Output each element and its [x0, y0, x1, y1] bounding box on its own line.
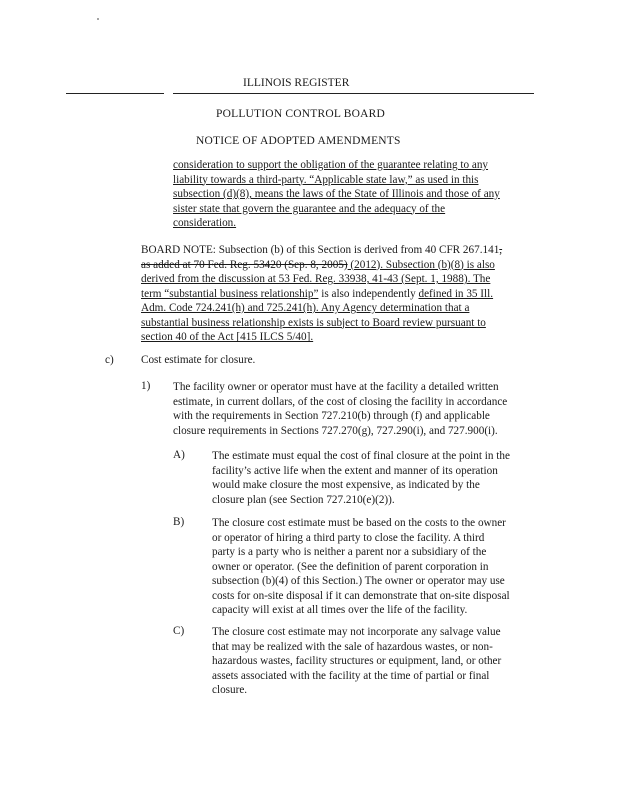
- board-note-line: Adm. Code 724.241(h) and 725.241(h). Any Agency determination that a: [141, 302, 470, 314]
- board-note: [141, 243, 502, 345]
- item-a-label: A): [173, 449, 185, 461]
- board-note-line: term “substantial business relationship” is also independently defined in 35 Ill.: [141, 287, 494, 300]
- item-a-line: would make closure the most expensive, as indicated by the: [212, 479, 480, 491]
- continuation-line: consideration to support the obligation of the guarantee relating to any: [173, 159, 489, 171]
- subsection-c-label: c): [105, 354, 114, 366]
- register-title: ILLINOIS REGISTER: [243, 77, 350, 89]
- scan-speck: [97, 18, 99, 20]
- item-c-text: [212, 625, 501, 698]
- item-c-line: that may be realized with the sale of hazardous wastes, or non-: [212, 640, 493, 653]
- item-b-text: [212, 516, 510, 618]
- item-a-line: closure plan (see Section 727.210(e)(2)).: [212, 493, 395, 506]
- item-a-line: The estimate must equal the cost of final closure at the point in the: [212, 450, 510, 462]
- board-note-line: substantial business relationship exists is subject to Board review pursuant to: [141, 316, 486, 329]
- item-c-label: C): [173, 625, 185, 637]
- item-a-line: facility’s active life when the extent and manner of its operation: [212, 464, 498, 477]
- header-rule-right: [173, 93, 534, 94]
- header-rule-left: [66, 93, 164, 94]
- board-note-line: derived from the discussion at 53 Fed. Reg. 33938, 41-43 (Sept. 1, 1988). The: [141, 273, 491, 285]
- board-note-line: as added at 70 Fed. Reg. 53420 (Sep. 8, 2005) (2012). Subsection (b)(8) is also: [141, 258, 495, 271]
- item-b-line: capacity will exist at all times over the life of the facility.: [212, 604, 468, 616]
- item-b-line: subsection (b)(4) of this Section.) The owner or operator may use: [212, 575, 505, 587]
- item-1-line: estimate, in current dollars, of the cost of closing the facility in accordance: [173, 395, 508, 408]
- item-1-line: The facility owner or operator must have at the facility a detailed written: [173, 381, 499, 393]
- item-1-label: 1): [141, 380, 151, 392]
- continuation-line: subsection (d)(8), means the laws of the State of Illinois and those of any: [173, 188, 500, 200]
- item-b-line: owner or operator. (See the definition of parent corporation in: [212, 560, 489, 573]
- item-1-line: closure requirements in Sections 727.270(g), 727.290(i), and 727.900(i).: [173, 424, 498, 437]
- item-1-line: with the requirements in Section 727.210(b) through (f) and applicable: [173, 410, 490, 422]
- board-note-line: section 40 of the Act [415 ILCS 5/40].: [141, 331, 314, 343]
- item-c-line: hazardous wastes, facility structures or equipment, land, or other: [212, 655, 502, 667]
- item-c-line: The closure cost estimate may not incorporate any salvage value: [212, 626, 501, 638]
- item-c-line: assets associated with the facility at the time of partial or final: [212, 669, 490, 682]
- item-b-line: party is a party who is neither a parent nor a subsidiary of the: [212, 546, 487, 558]
- item-b-line: The closure cost estimate must be based on the costs to the owner: [212, 517, 506, 529]
- continuation-line: consideration.: [173, 217, 237, 229]
- item-a-text: [212, 449, 510, 507]
- item-b-line: costs for on-site disposal if it can demonstrate that on-site disposal: [212, 589, 510, 602]
- continuation-line: liability towards a third-party. “Applicable state law,” as used in this: [173, 173, 479, 186]
- notice-title: NOTICE OF ADOPTED AMENDMENTS: [196, 135, 401, 147]
- subsection-c-title: Cost estimate for closure.: [141, 354, 256, 366]
- item-b-label: B): [173, 516, 185, 528]
- board-title: POLLUTION CONTROL BOARD: [216, 108, 386, 120]
- item-1-text: [173, 380, 507, 438]
- item-b-line: or operator of hiring a third party to close the facility. A third: [212, 531, 485, 544]
- board-note-line: BOARD NOTE: Subsection (b) of this Section is derived from 40 CFR 267.141,: [141, 244, 503, 256]
- item-c-line: closure.: [212, 684, 248, 696]
- continuation-line: sister state that govern the guarantee and the adequacy of the: [173, 202, 446, 215]
- continuation-paragraph: [173, 158, 500, 231]
